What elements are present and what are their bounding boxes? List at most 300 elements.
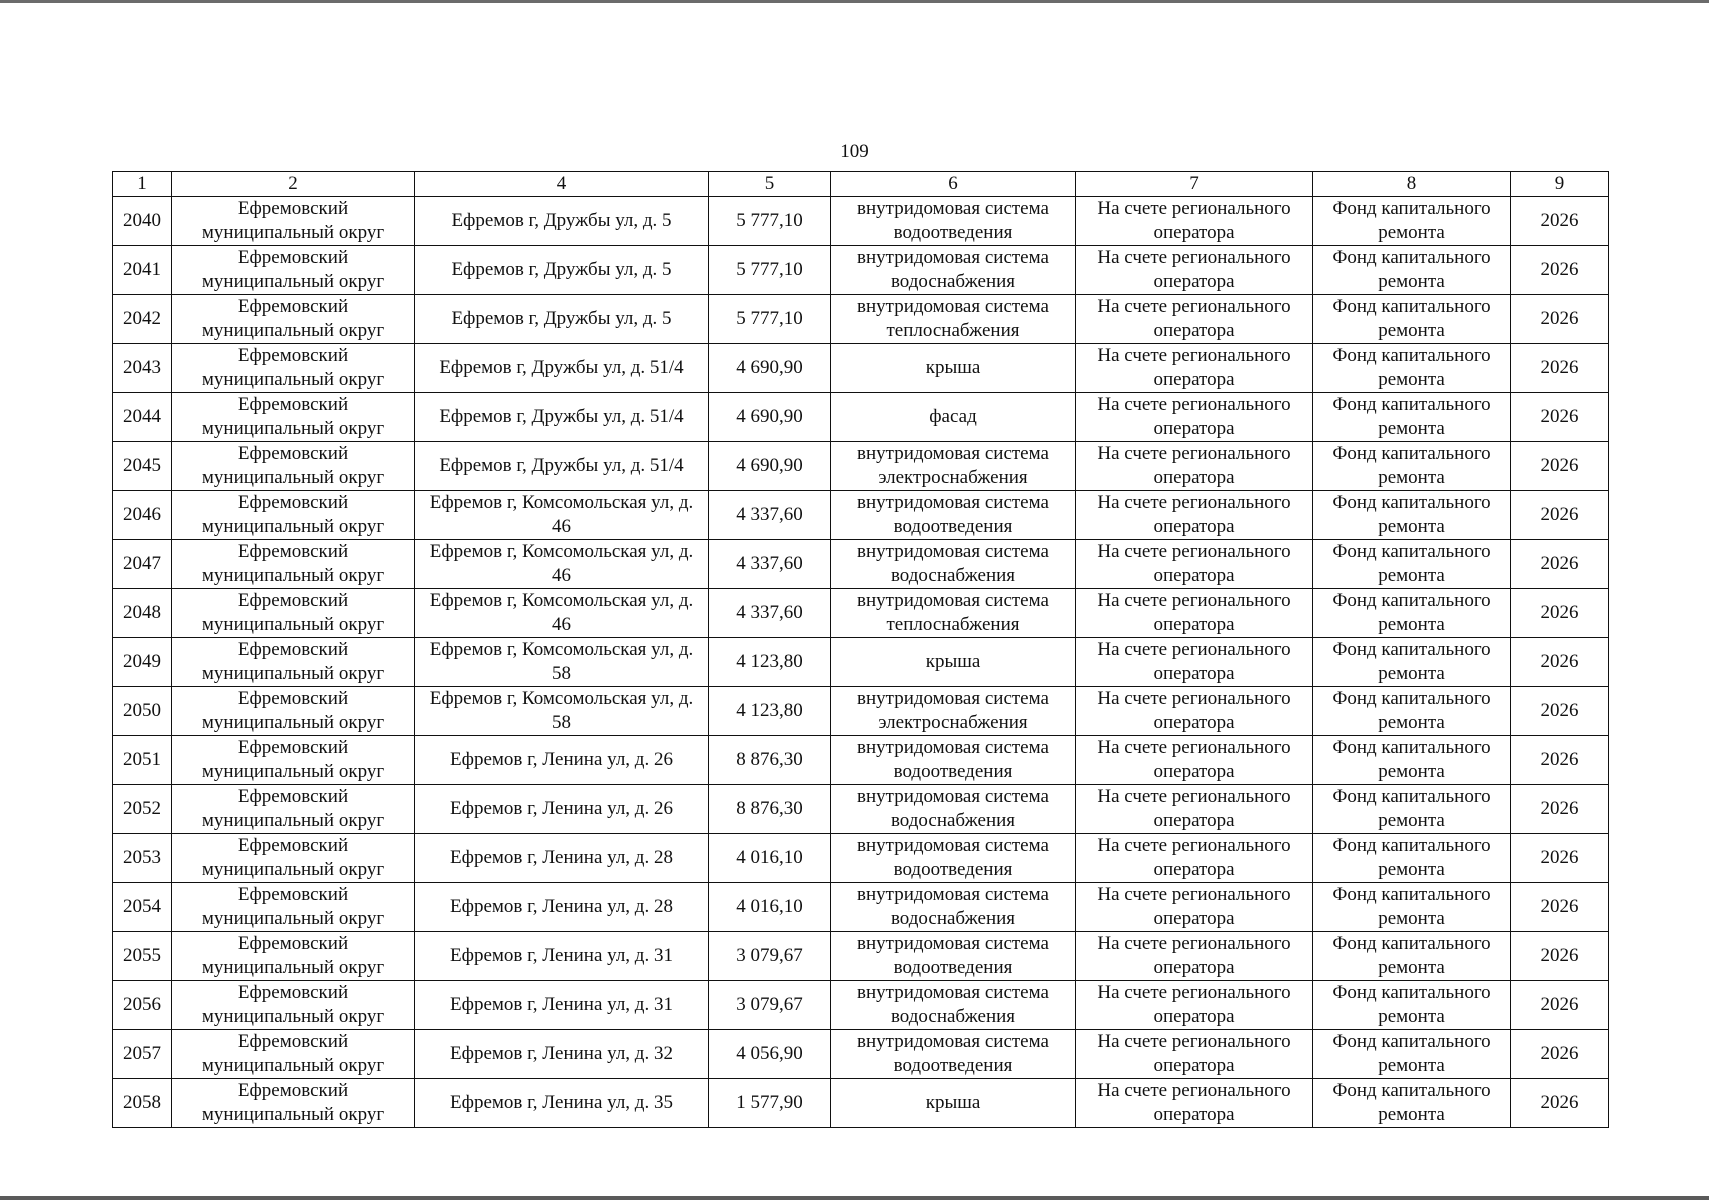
account-method-cell-line: На счете регионального xyxy=(1097,443,1291,464)
account-method-cell-line: На счете регионального xyxy=(1097,345,1291,366)
account-method-cell-line: На счете регионального xyxy=(1097,933,1291,954)
row-number-cell: 2046 xyxy=(113,491,172,540)
account-method-cell-line: На счете регионального xyxy=(1097,786,1291,807)
year-cell: 2026 xyxy=(1511,246,1609,295)
work-type-cell xyxy=(831,491,1076,540)
address-cell-line: 46 xyxy=(552,516,571,537)
funding-source-cell-line: Фонд капитального xyxy=(1332,884,1491,905)
account-method-cell-line: На счете регионального xyxy=(1097,1031,1291,1052)
address-cell-line: 46 xyxy=(552,565,571,586)
table-row xyxy=(113,932,1609,981)
address-cell-line: Ефремов г, Ленина ул, д. 35 xyxy=(450,1092,673,1113)
district-cell-line: Ефремовский xyxy=(237,737,349,758)
funding-source-cell-line: Фонд капитального xyxy=(1332,1080,1491,1101)
row-number-cell: 2042 xyxy=(113,295,172,344)
row-number-cell: 2054 xyxy=(113,883,172,932)
funding-source-cell-line: Фонд капитального xyxy=(1332,590,1491,611)
district-cell-line: муниципальный округ xyxy=(201,761,385,782)
district-cell xyxy=(172,785,415,834)
account-method-cell-line: На счете регионального xyxy=(1097,1080,1291,1101)
column-number-header: 8 xyxy=(1313,172,1511,197)
district-cell-line: муниципальный округ xyxy=(201,712,385,733)
funding-source-cell-line: Фонд капитального xyxy=(1332,198,1491,219)
district-cell-line: муниципальный округ xyxy=(201,222,385,243)
account-method-cell-line: На счете регионального xyxy=(1097,590,1291,611)
district-cell xyxy=(172,736,415,785)
funding-source-cell-line: ремонта xyxy=(1378,663,1445,684)
account-method-cell-line: оператора xyxy=(1153,663,1235,684)
account-method-cell-line: оператора xyxy=(1153,761,1235,782)
table-row xyxy=(113,197,1609,246)
funding-source-cell-line: Фонд капитального xyxy=(1332,541,1491,562)
district-cell-line: муниципальный округ xyxy=(201,859,385,880)
funding-source-cell-line: ремонта xyxy=(1378,1104,1445,1125)
district-cell-line: муниципальный округ xyxy=(201,810,385,831)
district-cell-line: муниципальный округ xyxy=(201,1006,385,1027)
address-cell xyxy=(415,393,709,442)
district-cell xyxy=(172,540,415,589)
funding-source-cell xyxy=(1313,1030,1511,1079)
funding-source-cell-line: ремонта xyxy=(1378,712,1445,733)
work-type-cell xyxy=(831,246,1076,295)
funding-source-cell xyxy=(1313,540,1511,589)
funding-source-cell xyxy=(1313,246,1511,295)
account-method-cell xyxy=(1076,344,1313,393)
district-cell-line: муниципальный округ xyxy=(201,663,385,684)
district-cell xyxy=(172,1079,415,1128)
address-cell xyxy=(415,1030,709,1079)
funding-source-cell xyxy=(1313,344,1511,393)
year-cell: 2026 xyxy=(1511,540,1609,589)
table-row xyxy=(113,393,1609,442)
work-type-cell-line: водоотведения xyxy=(893,1055,1013,1076)
district-cell-line: Ефремовский xyxy=(237,786,349,807)
account-method-cell-line: оператора xyxy=(1153,908,1235,929)
row-number-cell: 2047 xyxy=(113,540,172,589)
district-cell-line: Ефремовский xyxy=(237,296,349,317)
account-method-cell-line: На счете регионального xyxy=(1097,737,1291,758)
row-number-cell: 2040 xyxy=(113,197,172,246)
account-method-cell-line: оператора xyxy=(1153,222,1235,243)
work-type-cell xyxy=(831,1030,1076,1079)
account-method-cell-line: На счете регионального xyxy=(1097,394,1291,415)
district-cell-line: Ефремовский xyxy=(237,982,349,1003)
account-method-cell-line: оператора xyxy=(1153,712,1235,733)
district-cell-line: Ефремовский xyxy=(237,394,349,415)
work-type-cell-line: крыша xyxy=(925,357,981,378)
funding-source-cell xyxy=(1313,736,1511,785)
district-cell xyxy=(172,393,415,442)
district-cell xyxy=(172,344,415,393)
district-cell-line: Ефремовский xyxy=(237,198,349,219)
district-cell xyxy=(172,491,415,540)
area-cell: 3 079,67 xyxy=(709,932,831,981)
table-row xyxy=(113,736,1609,785)
table-row xyxy=(113,589,1609,638)
work-type-cell-line: водоснабжения xyxy=(890,810,1016,831)
account-method-cell xyxy=(1076,687,1313,736)
table-row xyxy=(113,1030,1609,1079)
work-type-cell xyxy=(831,785,1076,834)
funding-source-cell-line: Фонд капитального xyxy=(1332,786,1491,807)
work-type-cell-line: внутридомовая система xyxy=(857,296,1049,317)
work-type-cell-line: внутридомовая система xyxy=(857,982,1049,1003)
district-cell xyxy=(172,295,415,344)
account-method-cell-line: На счете регионального xyxy=(1097,639,1291,660)
address-cell xyxy=(415,1079,709,1128)
work-type-cell-line: водоснабжения xyxy=(890,908,1016,929)
district-cell xyxy=(172,834,415,883)
district-cell-line: Ефремовский xyxy=(237,835,349,856)
address-cell xyxy=(415,344,709,393)
address-cell xyxy=(415,197,709,246)
funding-source-cell-line: Фонд капитального xyxy=(1332,443,1491,464)
district-cell-line: Ефремовский xyxy=(237,443,349,464)
address-cell xyxy=(415,638,709,687)
work-type-cell xyxy=(831,1079,1076,1128)
funding-source-cell xyxy=(1313,491,1511,540)
area-cell: 4 690,90 xyxy=(709,393,831,442)
address-cell xyxy=(415,785,709,834)
table-row xyxy=(113,344,1609,393)
work-type-cell-line: водоотведения xyxy=(893,222,1013,243)
account-method-cell-line: На счете регионального xyxy=(1097,492,1291,513)
row-number-cell: 2056 xyxy=(113,981,172,1030)
area-cell: 4 016,10 xyxy=(709,834,831,883)
account-method-cell-line: оператора xyxy=(1153,418,1235,439)
row-number-cell: 2049 xyxy=(113,638,172,687)
account-method-cell-line: оператора xyxy=(1153,957,1235,978)
address-cell xyxy=(415,589,709,638)
table-row xyxy=(113,246,1609,295)
area-cell: 4 123,80 xyxy=(709,638,831,687)
work-type-cell-line: внутридомовая система xyxy=(857,737,1049,758)
year-cell: 2026 xyxy=(1511,736,1609,785)
district-cell-line: Ефремовский xyxy=(237,639,349,660)
funding-source-cell xyxy=(1313,442,1511,491)
funding-source-cell-line: ремонта xyxy=(1378,271,1445,292)
account-method-cell-line: На счете регионального xyxy=(1097,982,1291,1003)
address-cell-line: 58 xyxy=(552,663,571,684)
year-cell: 2026 xyxy=(1511,638,1609,687)
funding-source-cell-line: ремонта xyxy=(1378,320,1445,341)
address-cell-line: Ефремов г, Ленина ул, д. 31 xyxy=(450,945,673,966)
row-number-cell: 2058 xyxy=(113,1079,172,1128)
table-row xyxy=(113,638,1609,687)
work-type-cell-line: водоотведения xyxy=(893,957,1013,978)
funding-source-cell-line: ремонта xyxy=(1378,1055,1445,1076)
funding-source-cell xyxy=(1313,589,1511,638)
year-cell: 2026 xyxy=(1511,344,1609,393)
district-cell-line: муниципальный округ xyxy=(201,320,385,341)
year-cell: 2026 xyxy=(1511,687,1609,736)
district-cell-line: муниципальный округ xyxy=(201,1055,385,1076)
work-type-cell-line: водоснабжения xyxy=(890,565,1016,586)
work-type-cell xyxy=(831,736,1076,785)
district-cell-line: муниципальный округ xyxy=(201,418,385,439)
address-cell xyxy=(415,246,709,295)
row-number-cell: 2050 xyxy=(113,687,172,736)
district-cell-line: Ефремовский xyxy=(237,884,349,905)
district-cell-line: муниципальный округ xyxy=(201,614,385,635)
address-cell-line: Ефремов г, Ленина ул, д. 32 xyxy=(450,1043,673,1064)
address-cell xyxy=(415,932,709,981)
address-cell xyxy=(415,295,709,344)
scan-top-edge xyxy=(0,0,1709,3)
funding-source-cell xyxy=(1313,393,1511,442)
account-method-cell-line: оператора xyxy=(1153,810,1235,831)
district-cell-line: муниципальный округ xyxy=(201,565,385,586)
account-method-cell-line: оператора xyxy=(1153,614,1235,635)
district-cell xyxy=(172,246,415,295)
account-method-cell xyxy=(1076,491,1313,540)
year-cell: 2026 xyxy=(1511,197,1609,246)
account-method-cell xyxy=(1076,540,1313,589)
year-cell: 2026 xyxy=(1511,589,1609,638)
district-cell xyxy=(172,442,415,491)
address-cell-line: Ефремов г, Дружбы ул, д. 5 xyxy=(451,259,672,280)
funding-source-cell-line: Фонд капитального xyxy=(1332,737,1491,758)
table-row xyxy=(113,981,1609,1030)
account-method-cell-line: На счете регионального xyxy=(1097,688,1291,709)
address-cell xyxy=(415,736,709,785)
district-cell-line: Ефремовский xyxy=(237,541,349,562)
district-cell xyxy=(172,981,415,1030)
year-cell: 2026 xyxy=(1511,932,1609,981)
year-cell: 2026 xyxy=(1511,1030,1609,1079)
district-cell xyxy=(172,687,415,736)
year-cell: 2026 xyxy=(1511,491,1609,540)
repair-register-table xyxy=(112,171,1609,1128)
funding-source-cell-line: ремонта xyxy=(1378,614,1445,635)
year-cell: 2026 xyxy=(1511,785,1609,834)
account-method-cell-line: оператора xyxy=(1153,1006,1235,1027)
work-type-cell-line: внутридомовая система xyxy=(857,835,1049,856)
work-type-cell xyxy=(831,981,1076,1030)
work-type-cell-line: водоотведения xyxy=(893,761,1013,782)
address-cell xyxy=(415,687,709,736)
funding-source-cell-line: Фонд капитального xyxy=(1332,933,1491,954)
funding-source-cell-line: ремонта xyxy=(1378,810,1445,831)
district-cell-line: Ефремовский xyxy=(237,688,349,709)
account-method-cell-line: оператора xyxy=(1153,1055,1235,1076)
district-cell xyxy=(172,197,415,246)
work-type-cell-line: теплоснабжения xyxy=(886,320,1020,341)
year-cell: 2026 xyxy=(1511,883,1609,932)
address-cell-line: 46 xyxy=(552,614,571,635)
funding-source-cell-line: Фонд капитального xyxy=(1332,688,1491,709)
row-number-cell: 2044 xyxy=(113,393,172,442)
account-method-cell-line: На счете регионального xyxy=(1097,884,1291,905)
column-number-header: 6 xyxy=(831,172,1076,197)
work-type-cell-line: электроснабжения xyxy=(878,467,1028,488)
funding-source-cell-line: Фонд капитального xyxy=(1332,345,1491,366)
work-type-cell-line: внутридомовая система xyxy=(857,786,1049,807)
funding-source-cell-line: ремонта xyxy=(1378,565,1445,586)
column-number-header: 1 xyxy=(113,172,172,197)
year-cell: 2026 xyxy=(1511,295,1609,344)
district-cell-line: Ефремовский xyxy=(237,492,349,513)
area-cell: 8 876,30 xyxy=(709,785,831,834)
account-method-cell-line: оператора xyxy=(1153,1104,1235,1125)
funding-source-cell xyxy=(1313,638,1511,687)
area-cell: 4 337,60 xyxy=(709,491,831,540)
year-cell: 2026 xyxy=(1511,981,1609,1030)
column-number-header: 5 xyxy=(709,172,831,197)
account-method-cell-line: На счете регионального xyxy=(1097,247,1291,268)
work-type-cell-line: внутридомовая система xyxy=(857,443,1049,464)
address-cell-line: Ефремов г, Комсомольская ул, д. xyxy=(429,639,694,660)
table-row xyxy=(113,540,1609,589)
district-cell xyxy=(172,1030,415,1079)
funding-source-cell xyxy=(1313,834,1511,883)
work-type-cell-line: внутридомовая система xyxy=(857,492,1049,513)
area-cell: 4 056,90 xyxy=(709,1030,831,1079)
account-method-cell-line: оператора xyxy=(1153,565,1235,586)
account-method-cell xyxy=(1076,834,1313,883)
column-number-header: 7 xyxy=(1076,172,1313,197)
work-type-cell-line: внутридомовая система xyxy=(857,933,1049,954)
row-number-cell: 2055 xyxy=(113,932,172,981)
work-type-cell-line: теплоснабжения xyxy=(886,614,1020,635)
account-method-cell xyxy=(1076,197,1313,246)
district-cell xyxy=(172,883,415,932)
account-method-cell-line: На счете регионального xyxy=(1097,198,1291,219)
account-method-cell xyxy=(1076,638,1313,687)
district-cell-line: муниципальный округ xyxy=(201,467,385,488)
column-number-row xyxy=(113,172,1609,197)
row-number-cell: 2041 xyxy=(113,246,172,295)
funding-source-cell-line: ремонта xyxy=(1378,761,1445,782)
funding-source-cell-line: ремонта xyxy=(1378,957,1445,978)
work-type-cell-line: внутридомовая система xyxy=(857,198,1049,219)
account-method-cell xyxy=(1076,981,1313,1030)
work-type-cell xyxy=(831,540,1076,589)
work-type-cell-line: водоотведения xyxy=(893,516,1013,537)
work-type-cell-line: внутридомовая система xyxy=(857,247,1049,268)
work-type-cell xyxy=(831,197,1076,246)
address-cell-line: Ефремов г, Комсомольская ул, д. xyxy=(429,541,694,562)
address-cell-line: Ефремов г, Ленина ул, д. 28 xyxy=(450,847,673,868)
work-type-cell-line: крыша xyxy=(925,1092,981,1113)
area-cell: 4 016,10 xyxy=(709,883,831,932)
account-method-cell xyxy=(1076,736,1313,785)
year-cell: 2026 xyxy=(1511,1079,1609,1128)
scan-bottom-edge xyxy=(0,1196,1709,1200)
column-number-header: 2 xyxy=(172,172,415,197)
funding-source-cell xyxy=(1313,295,1511,344)
account-method-cell xyxy=(1076,883,1313,932)
work-type-cell xyxy=(831,295,1076,344)
work-type-cell xyxy=(831,344,1076,393)
table-row xyxy=(113,1079,1609,1128)
row-number-cell: 2043 xyxy=(113,344,172,393)
account-method-cell-line: На счете регионального xyxy=(1097,296,1291,317)
year-cell: 2026 xyxy=(1511,442,1609,491)
funding-source-cell-line: ремонта xyxy=(1378,859,1445,880)
funding-source-cell-line: Фонд капитального xyxy=(1332,394,1491,415)
column-number-header: 9 xyxy=(1511,172,1609,197)
funding-source-cell-line: Фонд капитального xyxy=(1332,982,1491,1003)
area-cell: 1 577,90 xyxy=(709,1079,831,1128)
address-cell-line: Ефремов г, Комсомольская ул, д. xyxy=(429,688,694,709)
table-row xyxy=(113,491,1609,540)
address-cell-line: Ефремов г, Дружбы ул, д. 5 xyxy=(451,308,672,329)
district-cell-line: муниципальный округ xyxy=(201,271,385,292)
work-type-cell-line: водоснабжения xyxy=(890,1006,1016,1027)
funding-source-cell-line: Фонд капитального xyxy=(1332,639,1491,660)
address-cell-line: Ефремов г, Ленина ул, д. 31 xyxy=(450,994,673,1015)
table-row xyxy=(113,295,1609,344)
district-cell-line: Ефремовский xyxy=(237,933,349,954)
district-cell-line: Ефремовский xyxy=(237,345,349,366)
area-cell: 4 337,60 xyxy=(709,589,831,638)
funding-source-cell-line: ремонта xyxy=(1378,369,1445,390)
funding-source-cell xyxy=(1313,932,1511,981)
row-number-cell: 2053 xyxy=(113,834,172,883)
table-row xyxy=(113,785,1609,834)
work-type-cell-line: внутридомовая система xyxy=(857,590,1049,611)
work-type-cell xyxy=(831,638,1076,687)
address-cell-line: Ефремов г, Ленина ул, д. 26 xyxy=(450,749,673,770)
area-cell: 3 079,67 xyxy=(709,981,831,1030)
work-type-cell-line: водоотведения xyxy=(893,859,1013,880)
address-cell-line: Ефремов г, Дружбы ул, д. 51/4 xyxy=(439,357,684,378)
district-cell-line: муниципальный округ xyxy=(201,369,385,390)
account-method-cell-line: На счете регионального xyxy=(1097,835,1291,856)
funding-source-cell xyxy=(1313,687,1511,736)
row-number-cell: 2048 xyxy=(113,589,172,638)
account-method-cell xyxy=(1076,393,1313,442)
funding-source-cell-line: Фонд капитального xyxy=(1332,296,1491,317)
area-cell: 4 123,80 xyxy=(709,687,831,736)
account-method-cell-line: оператора xyxy=(1153,271,1235,292)
funding-source-cell-line: ремонта xyxy=(1378,222,1445,243)
funding-source-cell xyxy=(1313,785,1511,834)
area-cell: 4 690,90 xyxy=(709,442,831,491)
district-cell-line: муниципальный округ xyxy=(201,516,385,537)
account-method-cell-line: оператора xyxy=(1153,369,1235,390)
funding-source-cell xyxy=(1313,981,1511,1030)
funding-source-cell-line: ремонта xyxy=(1378,908,1445,929)
account-method-cell-line: оператора xyxy=(1153,859,1235,880)
address-cell-line: 58 xyxy=(552,712,571,733)
funding-source-cell xyxy=(1313,883,1511,932)
work-type-cell-line: внутридомовая система xyxy=(857,884,1049,905)
page-number: 109 xyxy=(840,141,869,162)
work-type-cell-line: внутридомовая система xyxy=(857,1031,1049,1052)
address-cell xyxy=(415,540,709,589)
address-cell-line: Ефремов г, Дружбы ул, д. 51/4 xyxy=(439,406,684,427)
area-cell: 4 690,90 xyxy=(709,344,831,393)
funding-source-cell-line: Фонд капитального xyxy=(1332,1031,1491,1052)
district-cell-line: муниципальный округ xyxy=(201,1104,385,1125)
account-method-cell xyxy=(1076,1079,1313,1128)
work-type-cell-line: внутридомовая система xyxy=(857,688,1049,709)
address-cell-line: Ефремов г, Комсомольская ул, д. xyxy=(429,492,694,513)
funding-source-cell-line: ремонта xyxy=(1378,418,1445,439)
work-type-cell-line: внутридомовая система xyxy=(857,541,1049,562)
address-cell xyxy=(415,834,709,883)
work-type-cell xyxy=(831,883,1076,932)
work-type-cell xyxy=(831,687,1076,736)
district-cell-line: муниципальный округ xyxy=(201,908,385,929)
table-row xyxy=(113,834,1609,883)
row-number-cell: 2052 xyxy=(113,785,172,834)
address-cell-line: Ефремов г, Дружбы ул, д. 51/4 xyxy=(439,455,684,476)
district-cell-line: Ефремовский xyxy=(237,590,349,611)
row-number-cell: 2057 xyxy=(113,1030,172,1079)
